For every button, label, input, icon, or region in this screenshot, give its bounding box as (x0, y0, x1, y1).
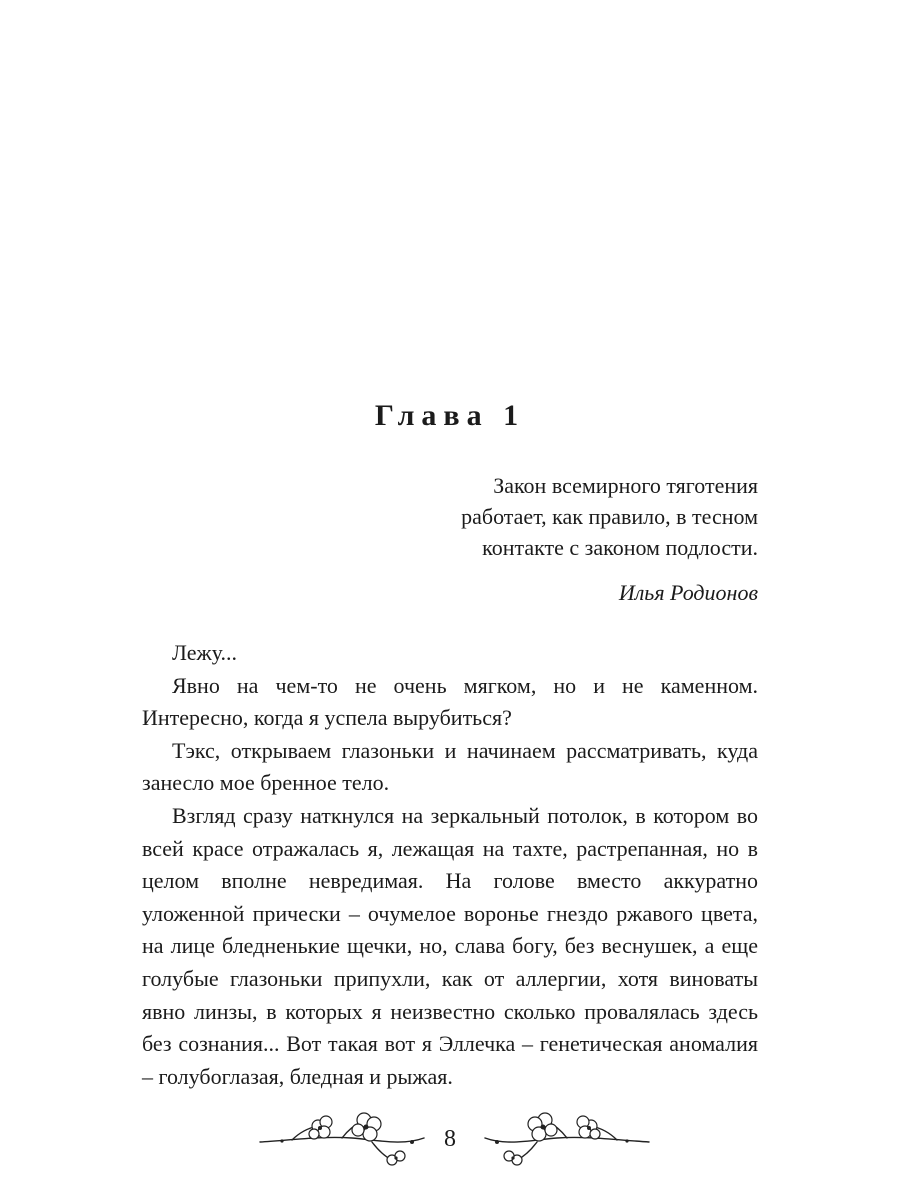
page-number: 8 (444, 1126, 456, 1152)
paragraph: Тэкс, открываем глазоньки и начинаем рассматривать, куда занесло мое бренное тело. (142, 737, 758, 796)
chapter-title: Глава 1 (374, 399, 526, 432)
epigraph-line: работает, как правило, в тесном (461, 504, 758, 529)
paragraph: Лежу... (172, 640, 238, 665)
page-footer (0, 1102, 900, 1172)
chapter-body (142, 637, 758, 1093)
epigraph-line: Закон всемирного тяготения (493, 473, 758, 498)
paragraph: Взгляд сразу наткнулся на зеркальный потолок, в котором во всей красе отражалась я, лежащая на тахте, растрепанная, но в целом вполне невредимая. На голове вместо аккуратно уложенной прически – очумелое воронье гнездо ржавого цвета, на лице бледненькие щечки, но, слава богу, без веснушек, а еще голубые глазоньки припухли, как от аллергии, хотя виноваты явно линзы, в которых я неизвестно сколько провалялась здесь без сознания... Вот такая вот я Эллечка – генетическая аномалия – голубоглазая, бледная и рыжая. (142, 802, 758, 1089)
epigraph (338, 470, 758, 608)
cherry-blossom-branch-icon (477, 1102, 657, 1172)
epigraph-author: Илья Родионов (618, 580, 758, 605)
epigraph-line: контакте с законом подлости. (482, 535, 758, 560)
paragraph: Явно на чем-то не очень мягком, но и не каменном. Интересно, когда я успела вырубиться? (142, 672, 758, 731)
